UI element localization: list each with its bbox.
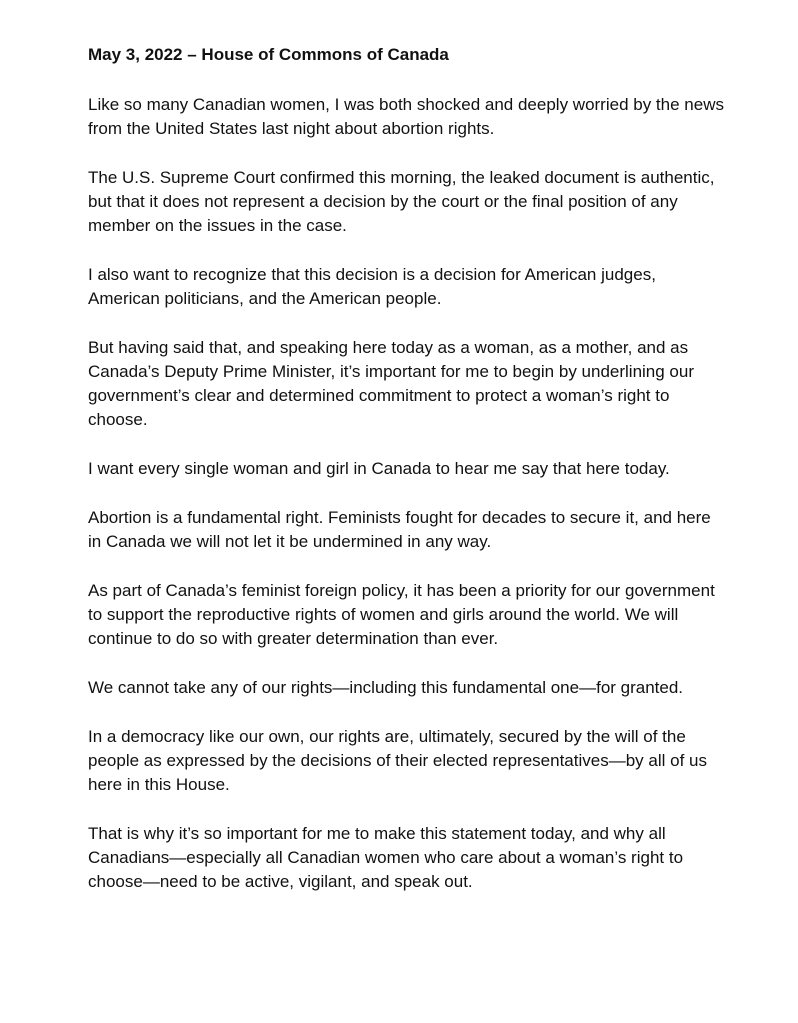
paragraph: I want every single woman and girl in Canada to hear me say that here today. — [88, 459, 670, 478]
paragraph: In a democracy like our own, our rights are, ultimately, secured by the will of the people as expressed by the decisions of their elected representatives—by all of us here in this House. — [88, 727, 707, 794]
paragraph: We cannot take any of our rights—including this fundamental one—for granted. — [88, 678, 684, 697]
paragraph: As part of Canada’s feminist foreign policy, it has been a priority for our government to support the reproductive rights of women and girls around the world. We will continue to do so with greater determination than ever. — [88, 581, 715, 648]
paragraph: But having said that, and speaking here today as a woman, as a mother, and as Canada’s Deputy Prime Minister, it’s important for me to begin by underlining our government’s clear and determined commitment to protect a woman’s right to choose. — [88, 338, 695, 429]
paragraph: The U.S. Supreme Court confirmed this morning, the leaked document is authentic, but that it does not represent a decision by the court or the final position of any member on the issues in the case. — [88, 168, 715, 235]
paragraph: Abortion is a fundamental right. Feminists fought for decades to secure it, and here in Canada we will not let it be undermined in any way. — [88, 508, 711, 551]
paragraph: That is why it’s so important for me to make this statement today, and why all Canadians—especially all Canadian women who care about a woman’s right to choose—need to be active, vigilant, and speak out. — [88, 824, 684, 891]
document-title: May 3, 2022 – House of Commons of Canada — [88, 45, 449, 64]
paragraph: Like so many Canadian women, I was both shocked and deeply worried by the news from the United States last night about abortion rights. — [88, 95, 724, 138]
paragraph: I also want to recognize that this decision is a decision for American judges, American politicians, and the American people. — [88, 265, 656, 308]
document-body — [88, 43, 728, 919]
